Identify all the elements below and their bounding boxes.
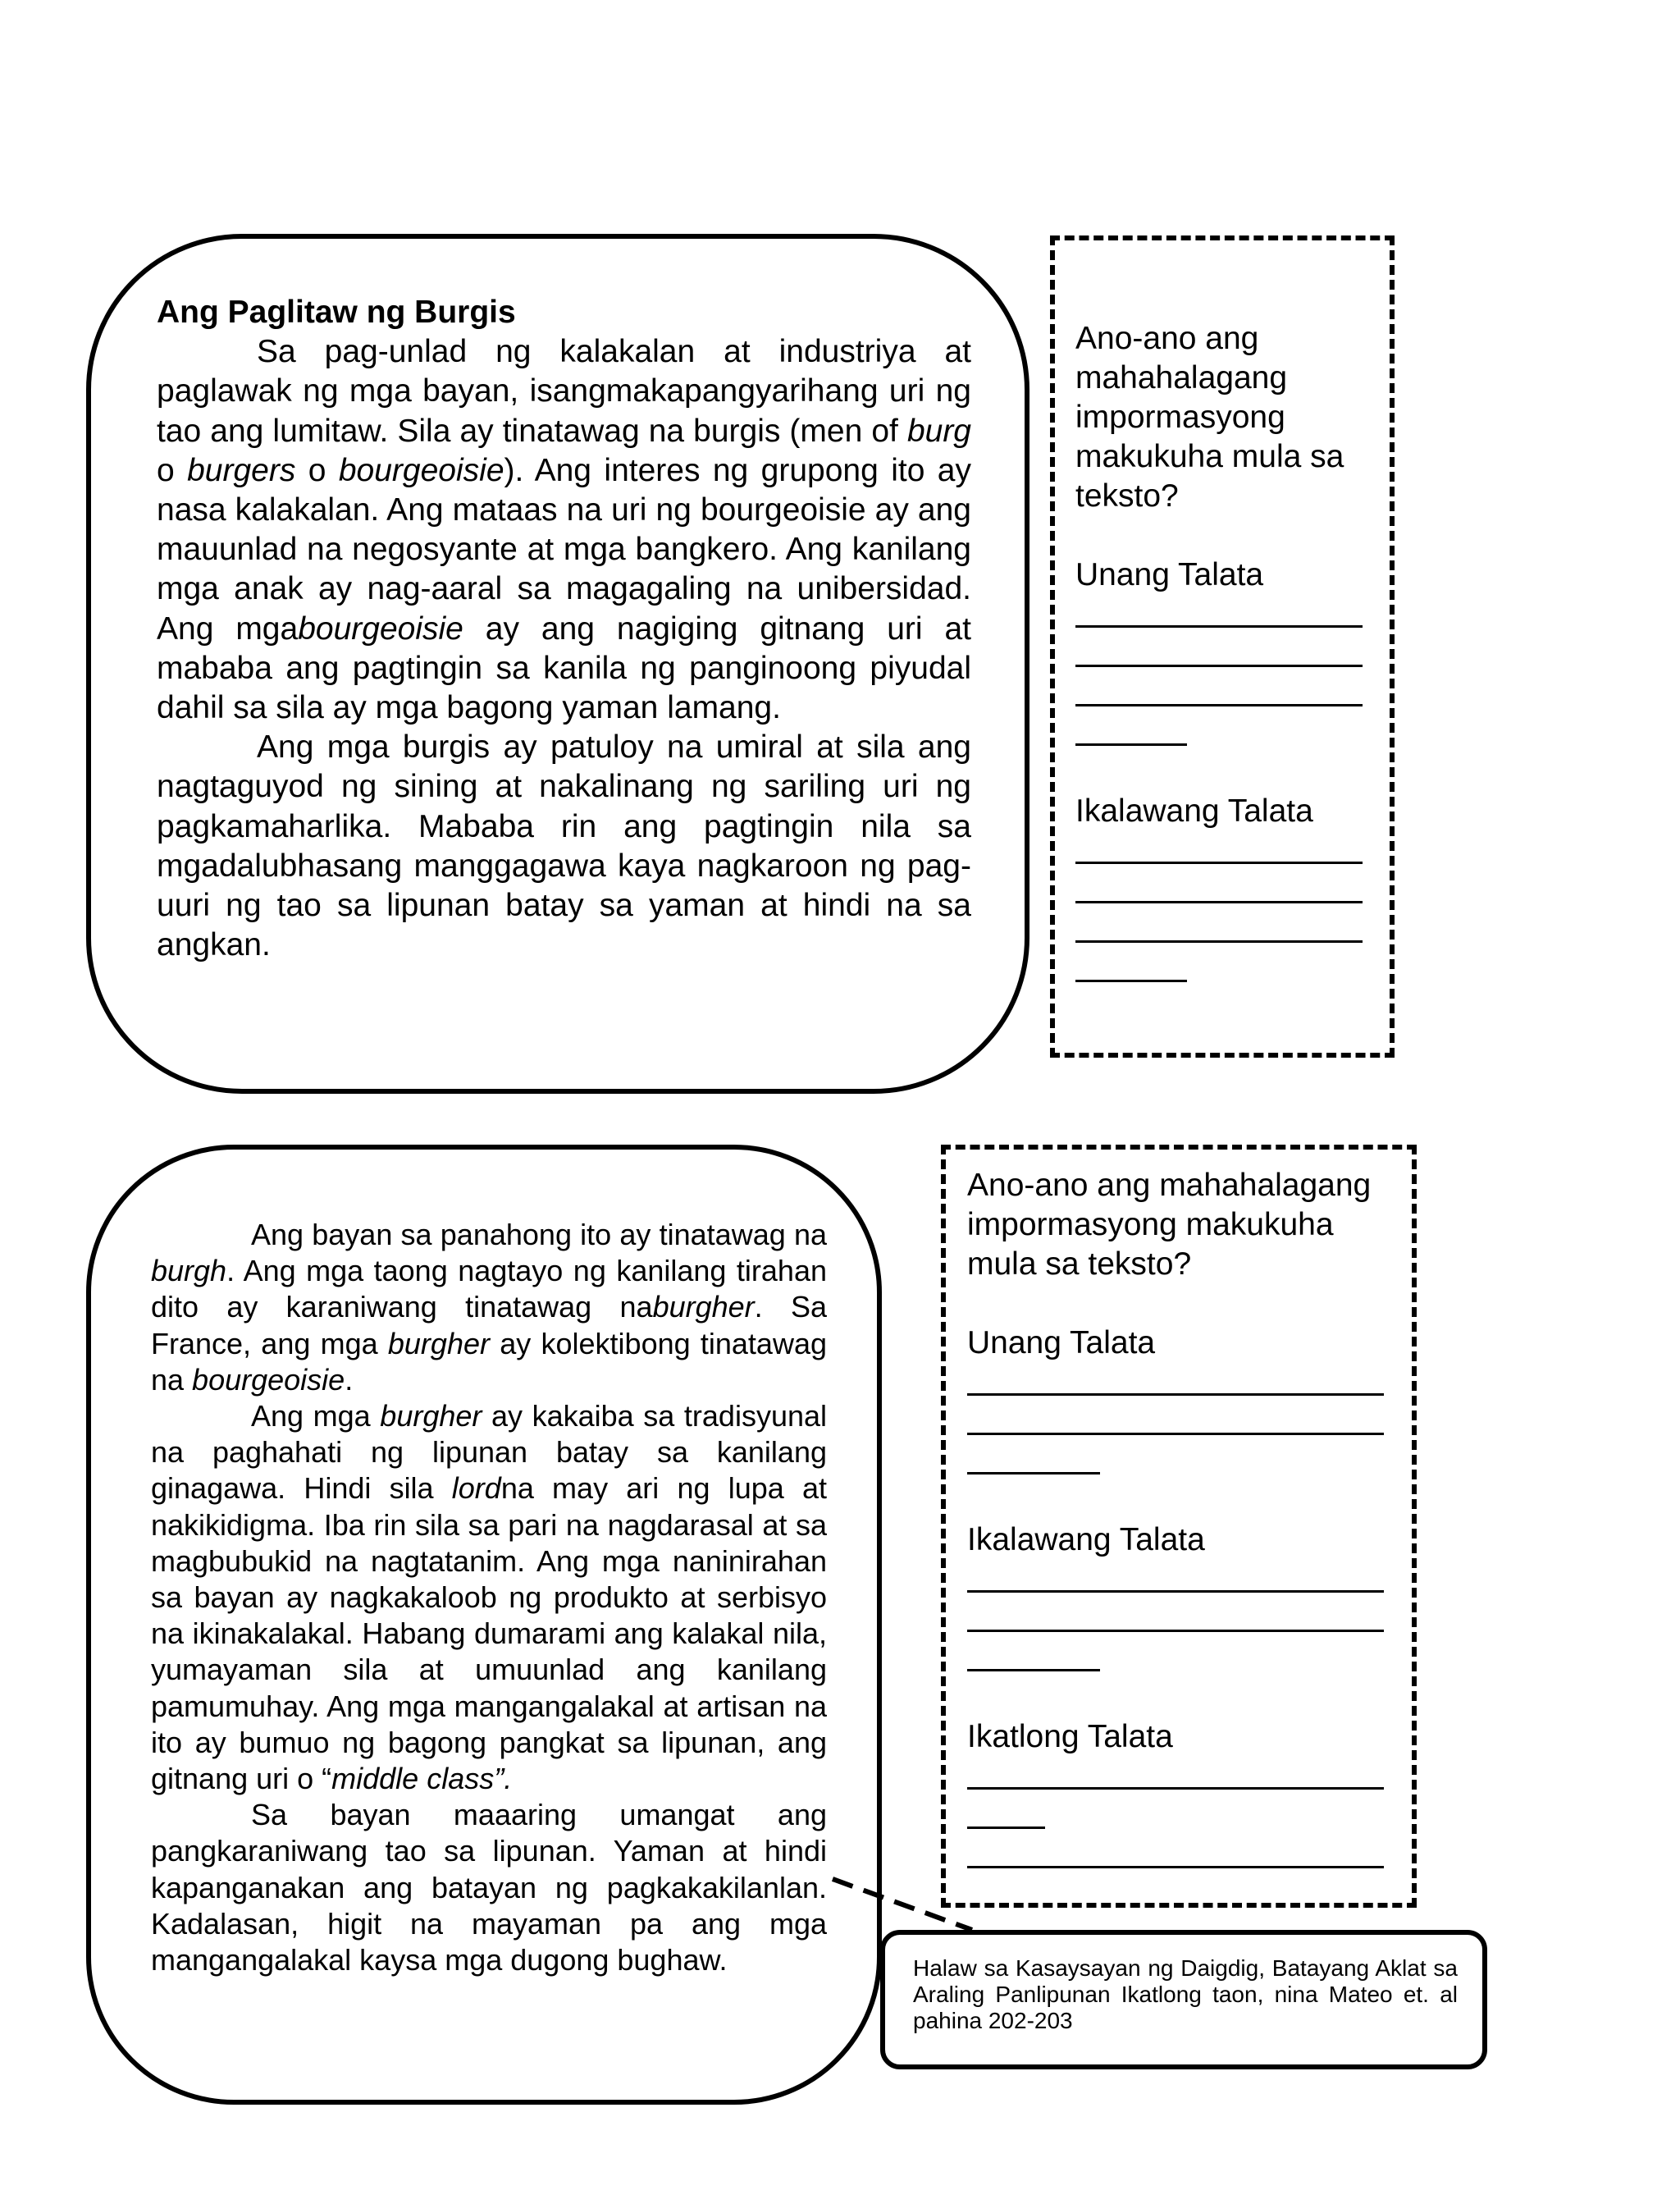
answer-line[interactable] [967, 1402, 1394, 1442]
paragraph-3 [151, 1797, 827, 1978]
italic-term: burgers [187, 452, 296, 488]
text-run: o [157, 452, 188, 488]
text-run: ). Ang interes ng grupong ito ay nasa kalakalan. Ang mataas na uri ng bourgeoisie ay ang mauunlad na negosyante at mga bangkero. Ang kanilang mga anak ay nag-aaral sa magagaling na unibersidad. Ang mga [157, 452, 971, 647]
answer-line[interactable] [967, 1599, 1394, 1639]
text-run: . [345, 1362, 354, 1397]
answer-line[interactable] [967, 1442, 1394, 1481]
italic-term: bourgeoisie [192, 1362, 345, 1397]
answer-line[interactable] [1075, 871, 1363, 910]
answer-label-ikatlong-talata: Ikatlong Talata [967, 1719, 1173, 1754]
answer-line[interactable] [1075, 831, 1363, 871]
paragraph-2 [157, 728, 971, 965]
reading-text-1 [157, 293, 971, 965]
answer-line[interactable] [1075, 910, 1363, 949]
answer-line[interactable] [967, 1639, 1394, 1678]
answer-line[interactable] [967, 1796, 1394, 1836]
text-run: Ang mga burgis ay patuloy na umiral at sila ang nagtaguyod ng sining at nakalinang ng sariling uri ng pagkamaharlika. Mababa rin ang pagtingin nila sa mgadalubhasang manggagawa kaya nagkaroon ng pag-uuri ng tao sa lipunan batay sa yaman at hindi na sa angkan. [157, 729, 971, 963]
reading-bubble-1 [86, 234, 1029, 1094]
answer-label-unang-talata: Unang Talata [967, 1325, 1156, 1360]
text-run: ay kakaiba sa tradisyunal na paghahati ng lipunan batay sa kanilang ginagawa. Hindi sila [151, 1399, 828, 1506]
source-citation-box [880, 1930, 1487, 2069]
answer-line[interactable] [1075, 949, 1363, 989]
answer-line[interactable] [967, 1757, 1394, 1796]
italic-term: burgh [151, 1254, 227, 1288]
answer-line[interactable] [967, 1560, 1394, 1599]
answer-line[interactable] [967, 1363, 1394, 1402]
italic-term: burg [906, 413, 971, 449]
answer-line[interactable] [1075, 674, 1363, 713]
italic-term: bourgeoisie [298, 610, 463, 647]
text-run: Ang mga [251, 1399, 381, 1433]
italic-term: burgher [380, 1399, 482, 1433]
italic-term: bourgeoisie [338, 452, 504, 488]
text-run: Sa pag-unlad ng kalakalan at industriya at paglawak ng mga bayan, isangmakapangyarihang uri ng tao ang lumitaw. Sila ay tinatawag na burgis (men of [157, 334, 971, 449]
italic-term: lord [451, 1471, 501, 1506]
answer-line[interactable] [967, 1836, 1394, 1875]
text-run: Sa bayan maaaring umangat ang pangkaraniwang tao sa lipunan. Yaman at hindi kapanganakan ang batayan ng pagkakakilanlan. Kadalasan, higit na mayaman pa ang mga mangangalakal kaysa mga dugong bughaw. [151, 1798, 827, 1977]
answer-line[interactable] [1075, 713, 1363, 752]
text-run: . Sa France, ang mga [151, 1290, 827, 1360]
question-prompt: Ano-ano ang mahahalagang impormasyong makukuha mula sa teksto? [967, 1168, 1372, 1282]
text-run: ay kolektibong tinatawag na [151, 1326, 827, 1397]
text-run: Ang bayan sa panahong ito ay tinatawag na [251, 1218, 827, 1251]
reading-title: Ang Paglitaw ng Burgis [157, 295, 516, 330]
text-run: o [295, 452, 339, 488]
text-run: . Ang mga taong nagtayo ng kanilang tirahan dito ay karaniwang tinatawag na [151, 1254, 827, 1324]
paragraph-1 [157, 332, 971, 728]
reading-bubble-2 [86, 1145, 882, 2105]
reading-text-2 [151, 1217, 827, 1978]
answer-line[interactable] [1075, 595, 1363, 634]
italic-term: burgher [652, 1290, 755, 1324]
italic-term: middle class”. [331, 1762, 513, 1796]
italic-term: burgher [387, 1326, 490, 1360]
question-box-1 [1050, 235, 1395, 1058]
paragraph-2 [151, 1398, 827, 1797]
paragraph-1 [151, 1217, 827, 1398]
answer-label-ikalawang-talata: Ikalawang Talata [967, 1522, 1205, 1557]
text-run: ay ang nagiging gitnang uri at mababa ang pagtingin sa kanila ng panginoong piyudal dahil sa sila ay mga bagong yaman lamang. [157, 610, 971, 726]
source-citation: Halaw sa Kasaysayan ng Daigdig, Batayang Aklat sa Araling Panlipunan Ikatlong taon, nina Mateo et. al pahina 202-203 [913, 1955, 1458, 2033]
answer-label-unang-talata: Unang Talata [1075, 557, 1264, 592]
question-box-2 [941, 1145, 1417, 1908]
question-prompt: Ano-ano ang mahahalagang impormasyong makukuha mula sa teksto? [1075, 321, 1344, 514]
answer-label-ikalawang-talata: Ikalawang Talata [1075, 793, 1313, 829]
answer-line[interactable] [1075, 634, 1363, 674]
text-run: na may ari ng lupa at nakikidigma. Iba rin sila sa pari na nagdarasal at sa magbubukid na nagtatanim. Ang mga naninirahan sa bayan ay nagkakaloob ng produkto at serbisyo na ikinakalakal. Habang dumarami ang kalakal nila, yumayaman sila at umuunlad ang kanilang pamumuhay. Ang mga mangangalakal at artisan na ito ay bumuo ng bagong pangkat sa lipunan, ang gitnang uri o “ [151, 1471, 827, 1796]
